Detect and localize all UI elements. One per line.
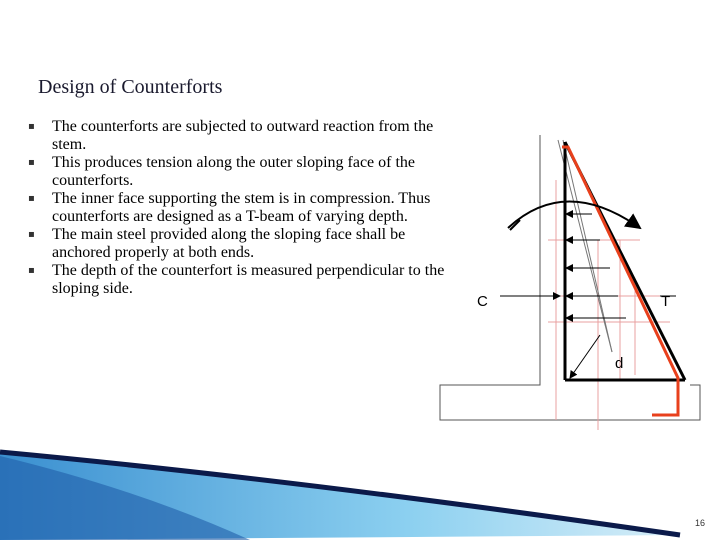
bullet-icon: ▪ [28, 193, 35, 204]
decorative-swoosh [0, 440, 720, 540]
bullet-icon: ▪ [28, 229, 35, 240]
bullet-icon: ▪ [28, 121, 35, 132]
bullet-text: The counterforts are subjected to outward reaction from the stem. [52, 118, 434, 153]
depth-label: d [615, 355, 624, 372]
bullet-icon: ▪ [28, 265, 35, 276]
tension-label: T [661, 293, 671, 310]
slide-number: 16 [694, 518, 705, 528]
bullet-text: The inner face supporting the stem is in compression. Thus counterforts are designed as a T-beam of varying depth. [52, 190, 431, 225]
bullet-text: This produces tension along the outer sloping face of the counterforts. [52, 154, 416, 189]
compression-label: C [477, 293, 488, 310]
moment-arrow [508, 202, 640, 229]
bullet-text: The main steel provided along the sloping face shall be anchored properly at both ends. [52, 226, 406, 261]
slide-title: Design of Counterforts [38, 76, 223, 98]
bullet-text: The depth of the counterfort is measured perpendicular to the sloping side. [52, 262, 445, 297]
bullet-icon: ▪ [28, 157, 35, 168]
